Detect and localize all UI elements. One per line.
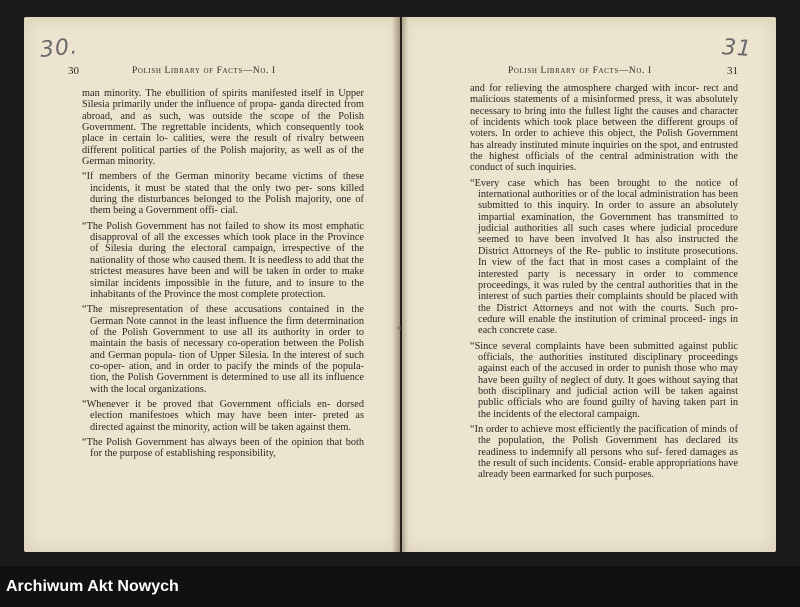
left-paragraph-6: “The Polish Government has always been of the opinion that both for the purpose of establishing responsibility, <box>82 436 364 460</box>
right-paragraph-2: “Every case which has been brought to the notice of international authorities or of the local administration has been submitted to this inquiry. In order to assure an absolutely impartial examination, the Government has transmitted to judicial authorities all such cases where judicial procedure seemed to have been involved It has also instructed the District Attorneys of the Re- public to institute prosecutions. In view of the fact that in most cases a complaint of the interested party is necessary in order to commence proceedings, it was ruled by the central authorities that in the interest of such parties their complaints should be placed with the District Attorneys and not with the courts. Such pro- cedure will enable the institution of criminal proceed- ings in each concrete case. <box>470 177 738 337</box>
left-paragraph-3: “The Polish Government has not failed to show its most emphatic disapproval of all the excesses which took place in the Province of Silesia during the electoral campaign, irrespective of the nationality of those who caused them. It is needless to add that the strictest measures have been and will be taken in order to make similar incidents impossible in the future, and to insure to the inhabitants of the Province the most complete protection. <box>82 220 364 300</box>
left-pencil-folio: 30. <box>38 34 80 63</box>
left-paragraph-2: “If members of the German minority became victims of these incidents, it must be stated that the only two per- sons killed during the disturbances belonged to the Polish majority, one of them being a Government offi- cial. <box>82 171 364 217</box>
left-paragraph-1: man minority. The ebullition of spirits manifested itself in Upper Silesia primarily under the influence of propa- ganda directed from abroad, and as such, was outside the scope of the Polish Government. The regrettable incidents, which consequently took place in certain lo- calities, were the result of rivalry between different political parties of the Polish majority, as well as of the German minority. <box>82 88 364 168</box>
left-paragraph-4: “The misrepresentation of these accusations contained in the German Note cannot in the least influence the firm determination of the Polish Government to use all its authority in order to maintain the basis of necessary co-operation between the Polish and German popula- tion of Upper Silesia. In the interest of such co-oper- ation, and in order to pacify the minds of the popula- tion, the Polish Government is determined to use all its influence with the local organizations. <box>82 304 364 395</box>
archive-label: Archiwum Akt Nowych <box>6 578 179 595</box>
right-page-body <box>470 83 738 485</box>
book-gutter <box>392 17 408 552</box>
right-page-number: 31 <box>727 65 738 77</box>
left-page-number: 30 <box>68 65 79 77</box>
left-running-head: Polish Library of Facts—No. I <box>132 66 276 76</box>
left-page-body <box>82 88 364 464</box>
left-paragraph-5: “Whenever it be proved that Government officials en- dorsed election manifestoes which may have been inter- preted as directed against the minority, action will be taken against them. <box>82 398 364 433</box>
paper-stain <box>397 326 401 330</box>
right-pencil-folio: 31 <box>721 34 753 63</box>
right-paragraph-3: “Since several complaints have been submitted against public officials, the authorities instituted disciplinary proceedings against each of the accused in order to punish those who may have been guilty of neglect of duty. It goes without saying that both disciplinary and judicial action will be taken against public officials who are found guilty of having taken part in the incidents of the electoral campaign. <box>470 340 738 420</box>
right-paragraph-1: and for relieving the atmosphere charged with incor- rect and malicious statements of a misinformed press, it was absolutely necessary to bring into the fullest light the causes and character of incidents which took place between the different groups of voters. In order to achieve this object, the Polish Government has already instituted minute inquiries on the spot, and entrusted the highest officials of the central administration with the conduct of such inquiries. <box>470 83 738 174</box>
right-paragraph-4: “In order to achieve most efficiently the pacification of minds of the population, the Polish Government has declared its readiness to indemnify all persons who suf- fered damages as the result of such incidents. Consid- erable appropriations have already been earmarked for such purposes. <box>470 423 738 481</box>
right-running-head: Polish Library of Facts—No. I <box>508 66 652 76</box>
